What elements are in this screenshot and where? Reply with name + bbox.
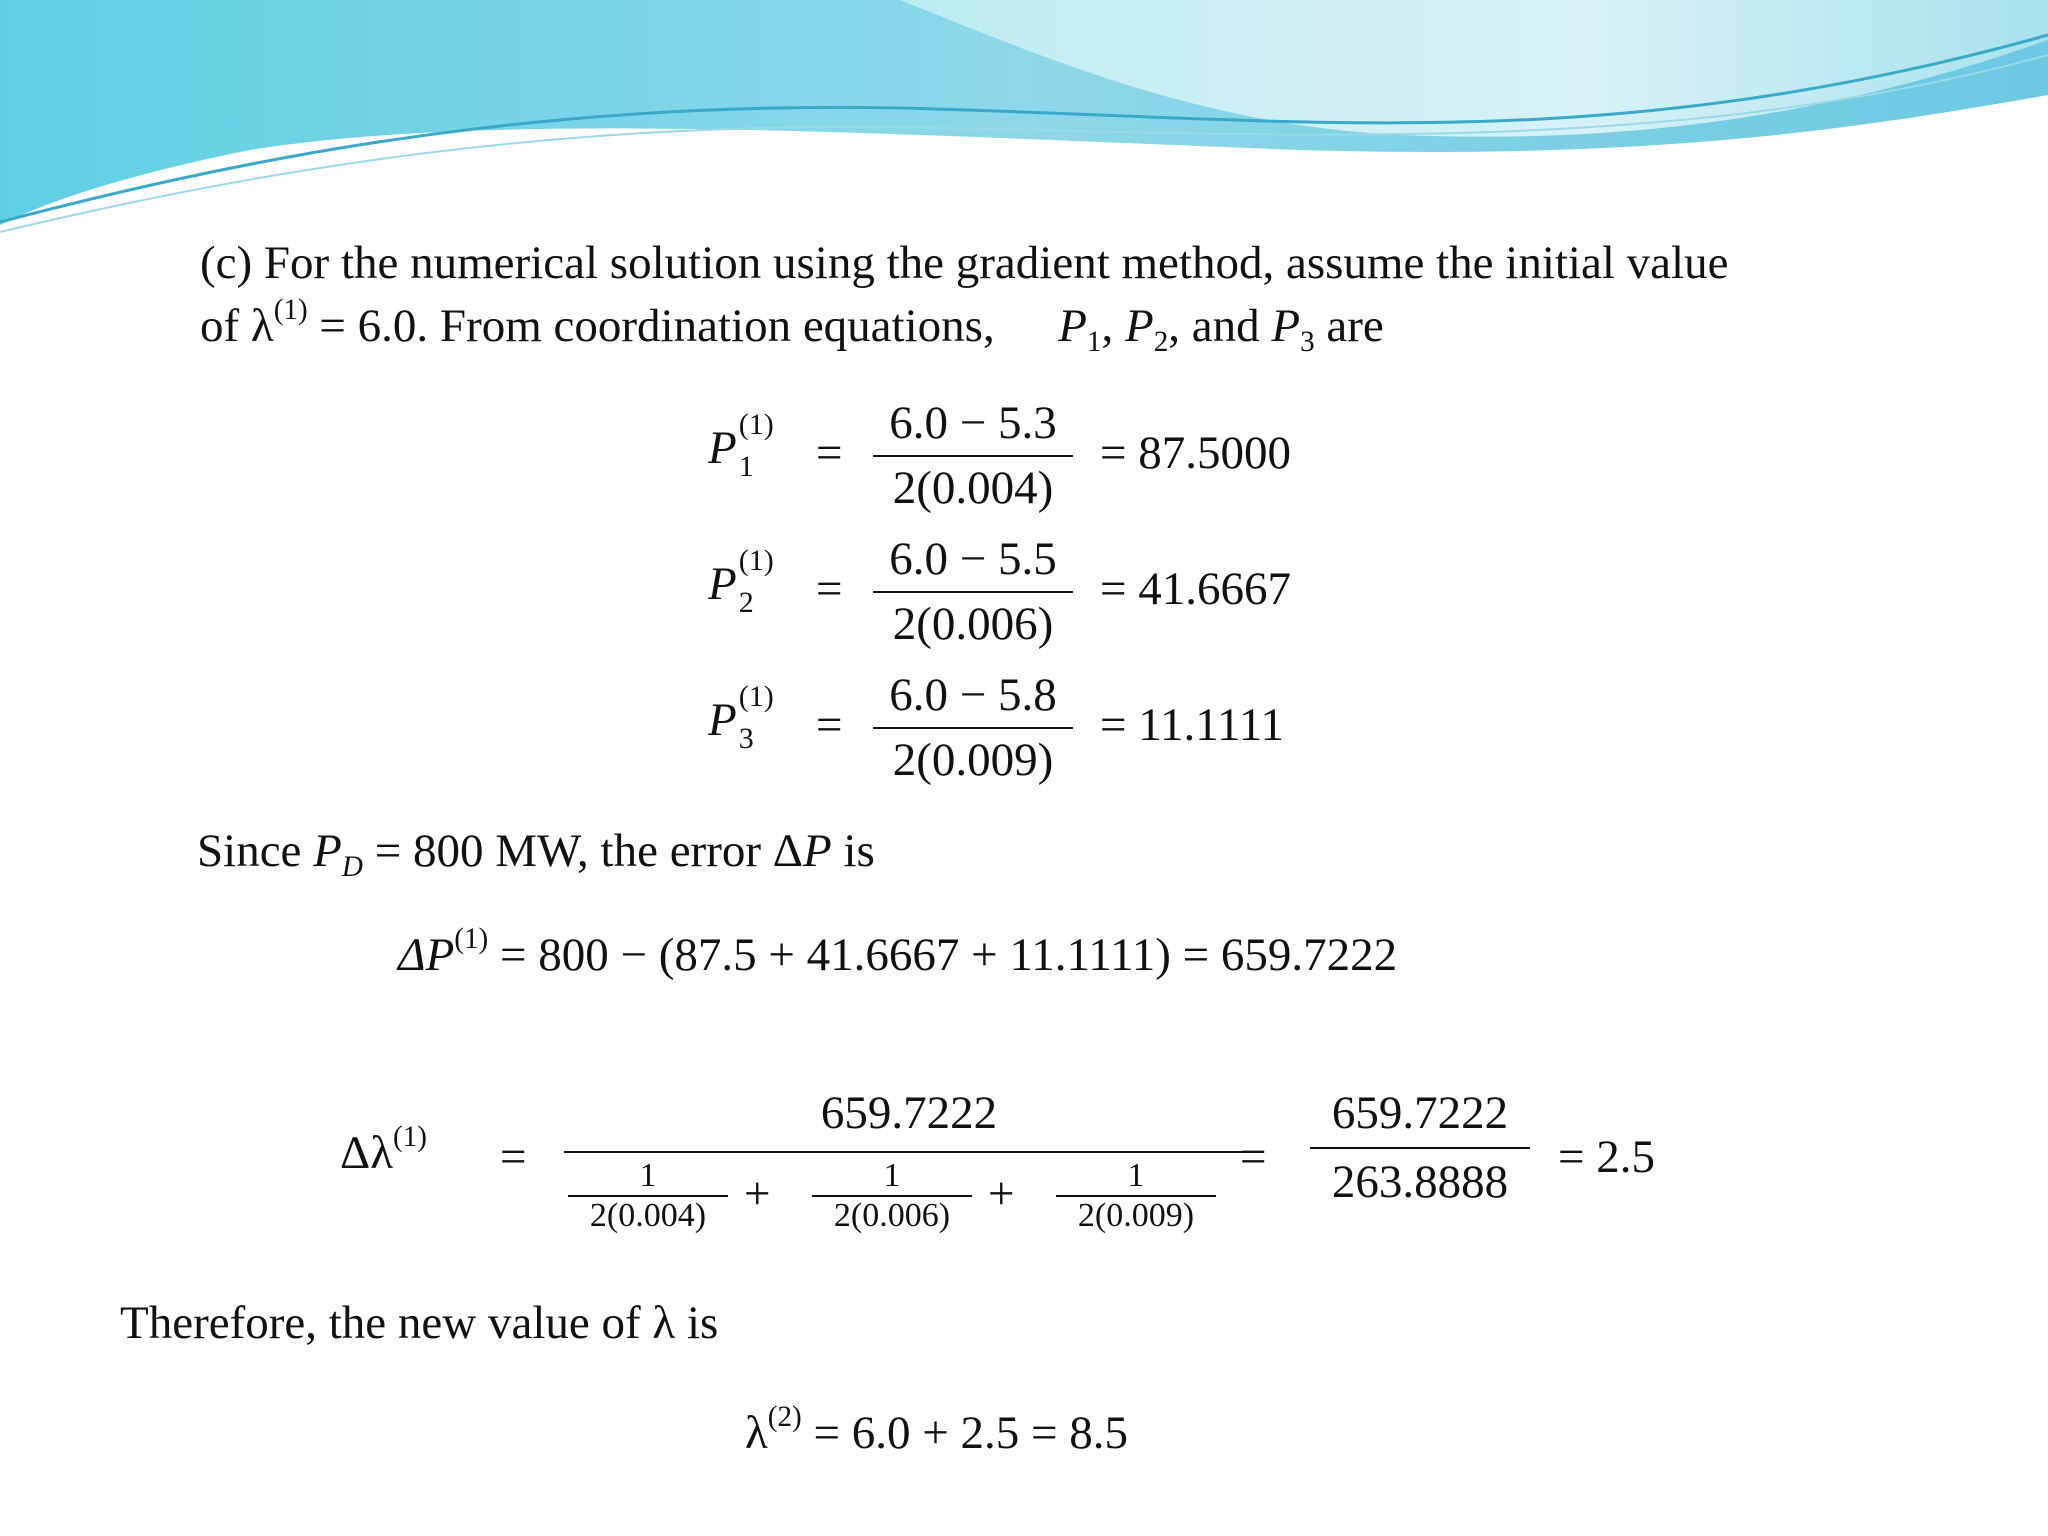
p-symbol: P xyxy=(313,825,342,877)
fraction xyxy=(873,397,1073,514)
numerator: 1 xyxy=(1127,1157,1145,1194)
subscript: 1 xyxy=(1086,326,1102,359)
lambda-symbol: λ xyxy=(745,1407,768,1459)
p-symbol: P xyxy=(708,422,737,474)
delta-p-label: ΔP xyxy=(398,929,455,981)
denominator: 2(0.006) xyxy=(892,598,1054,650)
delta-lambda-label: Δλ xyxy=(340,1127,394,1179)
delta-p-equation xyxy=(398,923,1398,981)
p-symbol: P xyxy=(1058,300,1087,352)
equals-sign: = xyxy=(816,699,843,751)
fraction xyxy=(873,533,1073,650)
comma: , xyxy=(1168,300,1181,352)
equation-p3 xyxy=(708,669,1348,792)
fraction-bar xyxy=(873,727,1073,729)
lambda-symbol: λ xyxy=(250,300,274,352)
since-line xyxy=(197,825,875,884)
denominator: 2(0.006) xyxy=(833,1197,951,1234)
result: = 87.5000 xyxy=(1100,427,1292,479)
intro-line-2 xyxy=(200,294,1384,359)
p-symbol: P xyxy=(708,694,737,746)
equals-sign: = xyxy=(1240,1131,1267,1183)
final-expression: = 6.0 + 2.5 = 8.5 xyxy=(801,1407,1129,1459)
and-text: and xyxy=(1180,300,1272,352)
fraction-bar xyxy=(873,591,1073,593)
since-prefix: Since xyxy=(197,825,314,877)
numerator: 1 xyxy=(639,1157,657,1194)
equals-sign: = xyxy=(816,563,843,615)
equation-p1 xyxy=(708,397,1348,520)
result: = 41.6667 xyxy=(1100,563,1292,615)
denominator: 2(0.004) xyxy=(589,1197,707,1234)
denominator: 2(0.004) xyxy=(892,462,1054,514)
numerator: 659.7222 xyxy=(1331,1087,1509,1139)
p-symbol: P xyxy=(803,825,832,877)
small-fraction xyxy=(568,1159,728,1233)
denominator: 263.8888 xyxy=(1331,1156,1509,1208)
since-middle: = 800 MW, the error xyxy=(362,825,773,877)
final-lambda-equation xyxy=(745,1401,1129,1459)
header-wave-banner xyxy=(0,0,2048,240)
denominator: 2(0.009) xyxy=(1077,1197,1195,1234)
small-fraction xyxy=(812,1159,972,1233)
delta-symbol: Δ xyxy=(772,825,803,877)
numerator: 659.7222 xyxy=(820,1087,998,1139)
numerator: 6.0 − 5.5 xyxy=(889,533,1057,585)
equation-p2 xyxy=(708,533,1348,656)
delta-p-expression: = 800 − (87.5 + 41.6667 + 11.1111) = 659.7222 xyxy=(488,929,1398,981)
big-fraction xyxy=(564,1087,1254,1239)
numerator: 1 xyxy=(883,1157,901,1194)
intro-statement: = 6.0. From coordination equations, xyxy=(307,300,995,352)
intro-of: of xyxy=(200,300,240,352)
plus-sign: + xyxy=(988,1168,1015,1220)
equals-sign: = xyxy=(500,1131,527,1183)
subscript: 3 xyxy=(1300,326,1315,359)
fraction xyxy=(873,669,1073,786)
fraction-bar xyxy=(564,1151,1254,1153)
numerator: 6.0 − 5.8 xyxy=(889,669,1057,721)
fraction xyxy=(1310,1087,1530,1208)
subscript: D xyxy=(341,851,363,884)
superscript: (1) xyxy=(738,544,774,577)
therefore-is: is xyxy=(675,1297,719,1349)
superscript: (1) xyxy=(273,294,308,327)
therefore-text: Therefore, the new value of xyxy=(120,1297,653,1349)
denominator: 2(0.009) xyxy=(892,734,1054,786)
since-suffix: is xyxy=(831,825,875,877)
p-symbol: P xyxy=(1271,300,1301,352)
therefore-line xyxy=(120,1297,719,1349)
superscript: (1) xyxy=(393,1121,427,1154)
subscript: 3 xyxy=(738,722,754,755)
subscript: 2 xyxy=(738,586,754,619)
superscript: (2) xyxy=(767,1401,802,1434)
fraction-bar xyxy=(873,455,1073,457)
superscript: (1) xyxy=(738,680,774,713)
subscript: 1 xyxy=(738,450,754,483)
lambda-symbol: λ xyxy=(652,1297,676,1349)
plus-sign: + xyxy=(744,1168,771,1220)
are-text: are xyxy=(1314,300,1384,352)
small-fraction xyxy=(1056,1159,1216,1233)
comma: , xyxy=(1101,300,1114,352)
superscript: (1) xyxy=(738,408,774,441)
p-symbol: P xyxy=(1124,300,1154,352)
numerator: 6.0 − 5.3 xyxy=(889,397,1057,449)
equals-sign: = xyxy=(816,427,843,479)
result: = 2.5 xyxy=(1558,1131,1656,1183)
superscript: (1) xyxy=(454,923,489,956)
result: = 11.1111 xyxy=(1100,699,1285,751)
intro-line-1: (c) For the numerical solution using the gradient method, assume the initial value xyxy=(200,237,1729,289)
p-symbol: P xyxy=(708,558,737,610)
fraction-bar xyxy=(1310,1147,1530,1149)
delta-lambda-equation xyxy=(340,1087,1720,1260)
subscript: 2 xyxy=(1153,326,1169,359)
